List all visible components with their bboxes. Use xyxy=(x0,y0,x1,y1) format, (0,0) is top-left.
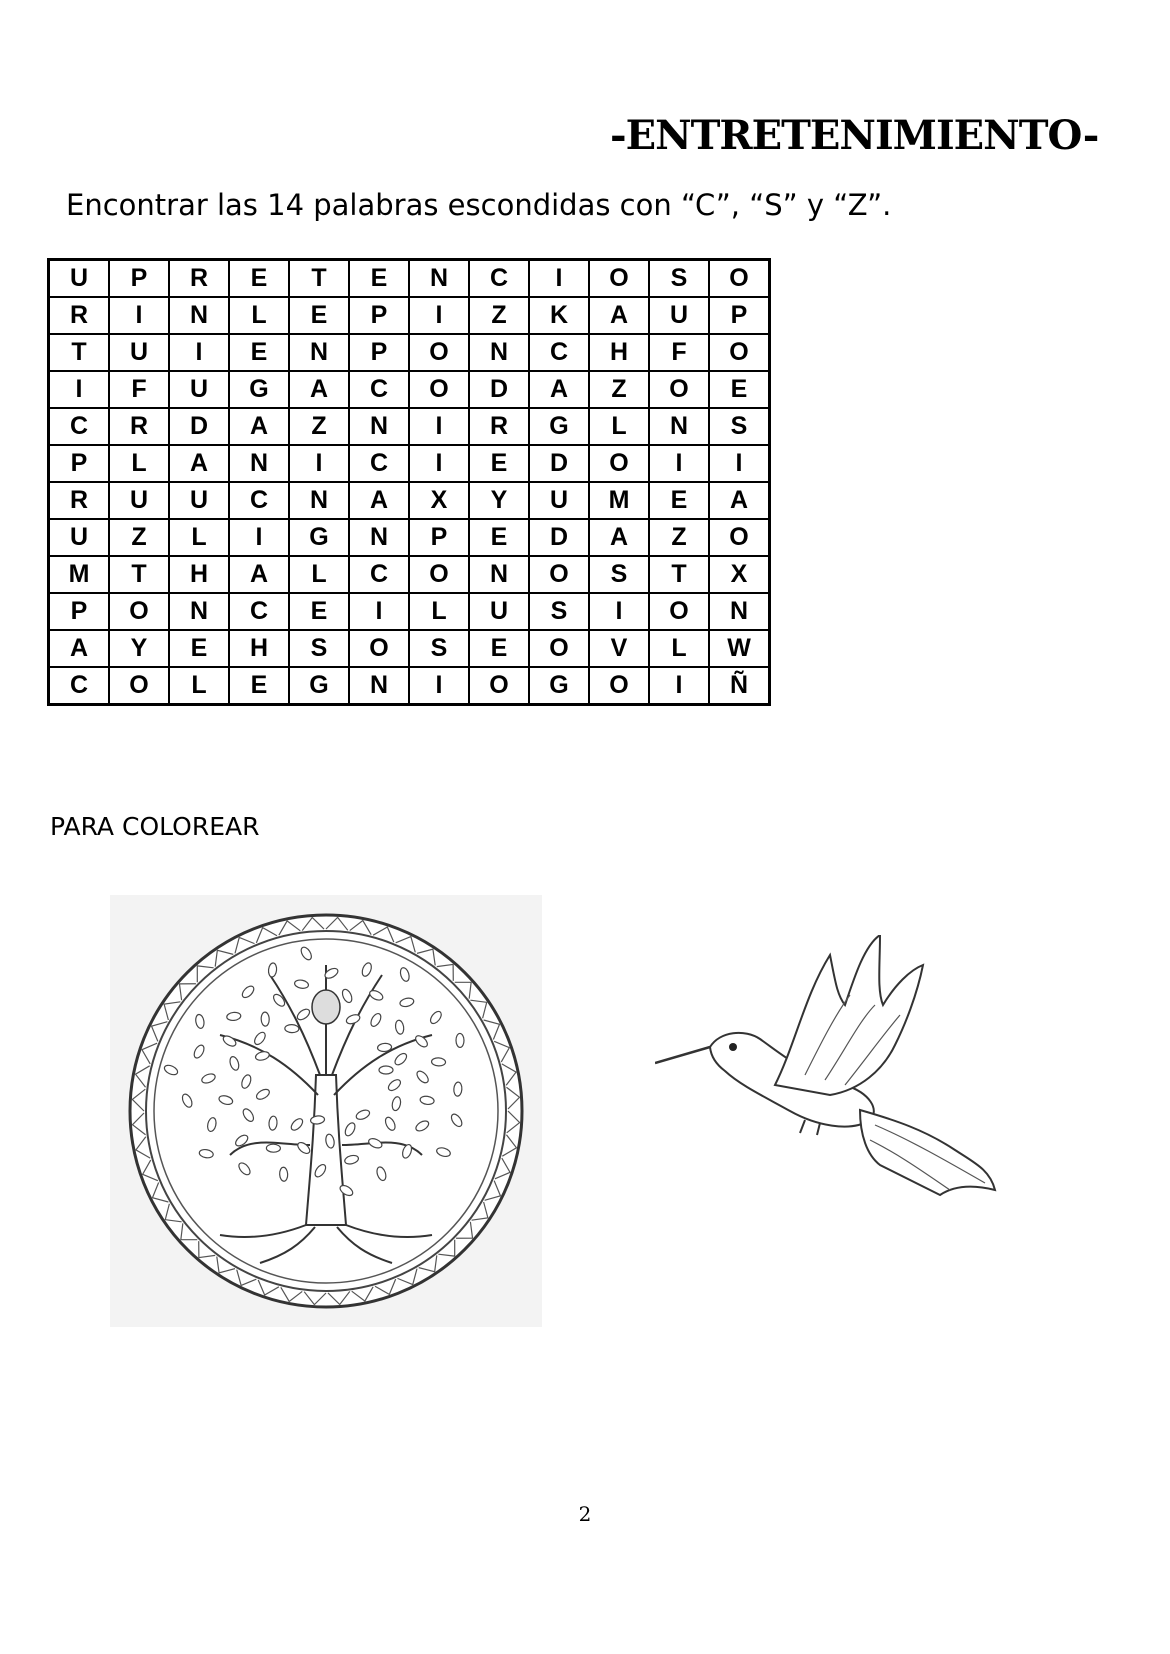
grid-cell: D xyxy=(529,519,589,556)
page-title: -ENTRETENIMIENTO- xyxy=(610,112,1099,159)
grid-cell: C xyxy=(529,334,589,371)
grid-cell: O xyxy=(589,445,649,482)
grid-cell: F xyxy=(109,371,169,408)
grid-cell: H xyxy=(229,630,289,667)
grid-cell: E xyxy=(469,519,529,556)
grid-cell: L xyxy=(169,519,229,556)
grid-cell: A xyxy=(709,482,770,519)
grid-cell: L xyxy=(409,593,469,630)
grid-cell: P xyxy=(409,519,469,556)
grid-cell: N xyxy=(709,593,770,630)
grid-cell: A xyxy=(349,482,409,519)
grid-cell: O xyxy=(589,260,649,298)
grid-cell: O xyxy=(529,556,589,593)
grid-cell: U xyxy=(469,593,529,630)
grid-cell: U xyxy=(169,482,229,519)
grid-cell: N xyxy=(349,667,409,705)
tree-of-life-mandala xyxy=(110,895,542,1327)
grid-cell: I xyxy=(289,445,349,482)
grid-cell: H xyxy=(169,556,229,593)
grid-cell: Z xyxy=(109,519,169,556)
grid-cell: Y xyxy=(109,630,169,667)
grid-cell: O xyxy=(109,667,169,705)
grid-cell: A xyxy=(229,556,289,593)
grid-cell: U xyxy=(649,297,709,334)
grid-row xyxy=(49,519,770,556)
grid-cell: G xyxy=(289,519,349,556)
grid-cell: Ñ xyxy=(709,667,770,705)
grid-cell: U xyxy=(49,519,110,556)
grid-cell: R xyxy=(109,408,169,445)
grid-cell: O xyxy=(529,630,589,667)
grid-row xyxy=(49,371,770,408)
grid-cell: I xyxy=(409,445,469,482)
grid-row xyxy=(49,260,770,298)
grid-cell: T xyxy=(289,260,349,298)
grid-cell: O xyxy=(589,667,649,705)
grid-cell: D xyxy=(469,371,529,408)
grid-cell: W xyxy=(709,630,770,667)
grid-row xyxy=(49,556,770,593)
grid-cell: O xyxy=(409,334,469,371)
grid-cell: I xyxy=(229,519,289,556)
hummingbird-drawing xyxy=(655,935,1020,1265)
grid-cell: L xyxy=(649,630,709,667)
grid-cell: O xyxy=(709,519,770,556)
grid-row xyxy=(49,667,770,705)
grid-cell: T xyxy=(109,556,169,593)
grid-cell: V xyxy=(589,630,649,667)
grid-row xyxy=(49,593,770,630)
grid-cell: S xyxy=(409,630,469,667)
page-number: 2 xyxy=(578,1502,592,1526)
coloring-heading: PARA COLOREAR xyxy=(50,812,260,841)
grid-cell: N xyxy=(289,482,349,519)
grid-cell: N xyxy=(469,334,529,371)
grid-cell: Y xyxy=(469,482,529,519)
grid-cell: E xyxy=(349,260,409,298)
grid-cell: A xyxy=(289,371,349,408)
grid-cell: T xyxy=(649,556,709,593)
grid-cell: I xyxy=(409,297,469,334)
grid-cell: C xyxy=(349,556,409,593)
grid-cell: X xyxy=(709,556,770,593)
grid-cell: E xyxy=(289,593,349,630)
grid-cell: O xyxy=(649,593,709,630)
grid-cell: I xyxy=(529,260,589,298)
grid-cell: O xyxy=(709,334,770,371)
grid-cell: E xyxy=(709,371,770,408)
grid-row xyxy=(49,482,770,519)
grid-cell: R xyxy=(469,408,529,445)
grid-cell: O xyxy=(409,556,469,593)
grid-cell: I xyxy=(169,334,229,371)
grid-cell: E xyxy=(229,334,289,371)
grid-row xyxy=(49,297,770,334)
grid-cell: I xyxy=(409,667,469,705)
grid-cell: I xyxy=(349,593,409,630)
grid-cell: I xyxy=(49,371,110,408)
grid-cell: C xyxy=(469,260,529,298)
grid-cell: G xyxy=(289,667,349,705)
grid-cell: N xyxy=(169,297,229,334)
instructions: Encontrar las 14 palabras escondidas con “C”, “S” y “Z”. xyxy=(66,188,892,222)
grid-cell: S xyxy=(709,408,770,445)
grid-cell: Z xyxy=(469,297,529,334)
grid-cell: P xyxy=(709,297,770,334)
grid-cell: U xyxy=(49,260,110,298)
grid-cell: N xyxy=(349,408,409,445)
grid-cell: C xyxy=(349,371,409,408)
grid-cell: I xyxy=(409,408,469,445)
grid-cell: A xyxy=(49,630,110,667)
grid-cell: D xyxy=(169,408,229,445)
grid-cell: N xyxy=(649,408,709,445)
grid-cell: G xyxy=(529,667,589,705)
grid-cell: R xyxy=(49,482,110,519)
grid-cell: P xyxy=(49,445,110,482)
grid-cell: E xyxy=(169,630,229,667)
grid-cell: O xyxy=(109,593,169,630)
grid-cell: S xyxy=(589,556,649,593)
grid-cell: N xyxy=(289,334,349,371)
grid-cell: E xyxy=(649,482,709,519)
grid-cell: U xyxy=(529,482,589,519)
grid-cell: A xyxy=(229,408,289,445)
grid-cell: O xyxy=(469,667,529,705)
grid-cell: F xyxy=(649,334,709,371)
grid-cell: A xyxy=(589,297,649,334)
grid-cell: I xyxy=(109,297,169,334)
grid-cell: L xyxy=(229,297,289,334)
grid-cell: M xyxy=(49,556,110,593)
grid-cell: P xyxy=(349,297,409,334)
grid-cell: O xyxy=(709,260,770,298)
grid-cell: U xyxy=(109,334,169,371)
grid-cell: K xyxy=(529,297,589,334)
grid-cell: N xyxy=(229,445,289,482)
grid-cell: L xyxy=(589,408,649,445)
grid-cell: U xyxy=(169,371,229,408)
grid-cell: E xyxy=(229,667,289,705)
grid-cell: E xyxy=(229,260,289,298)
grid-cell: O xyxy=(409,371,469,408)
grid-cell: T xyxy=(49,334,110,371)
grid-cell: H xyxy=(589,334,649,371)
grid-cell: E xyxy=(469,445,529,482)
grid-cell: D xyxy=(529,445,589,482)
grid-cell: A xyxy=(529,371,589,408)
grid-cell: U xyxy=(109,482,169,519)
grid-cell: L xyxy=(289,556,349,593)
grid-cell: L xyxy=(109,445,169,482)
grid-cell: S xyxy=(289,630,349,667)
grid-cell: E xyxy=(469,630,529,667)
grid-row xyxy=(49,408,770,445)
grid-cell: E xyxy=(289,297,349,334)
grid-cell: G xyxy=(229,371,289,408)
grid-cell: N xyxy=(409,260,469,298)
grid-cell: C xyxy=(49,408,110,445)
grid-cell: O xyxy=(349,630,409,667)
grid-cell: C xyxy=(349,445,409,482)
grid-cell: C xyxy=(229,593,289,630)
grid-cell: Z xyxy=(289,408,349,445)
grid-cell: I xyxy=(649,445,709,482)
grid-cell: L xyxy=(169,667,229,705)
grid-cell: I xyxy=(649,667,709,705)
grid-cell: I xyxy=(709,445,770,482)
grid-cell: A xyxy=(589,519,649,556)
grid-cell: A xyxy=(169,445,229,482)
grid-cell: S xyxy=(649,260,709,298)
grid-cell: G xyxy=(529,408,589,445)
grid-cell: Z xyxy=(589,371,649,408)
grid-cell: P xyxy=(49,593,110,630)
grid-cell: Z xyxy=(649,519,709,556)
grid-row xyxy=(49,445,770,482)
grid-cell: N xyxy=(169,593,229,630)
grid-cell: N xyxy=(349,519,409,556)
grid-row xyxy=(49,630,770,667)
grid-cell: R xyxy=(169,260,229,298)
grid-row xyxy=(49,334,770,371)
grid-cell: O xyxy=(649,371,709,408)
grid-cell: C xyxy=(49,667,110,705)
grid-cell: S xyxy=(529,593,589,630)
grid-cell: P xyxy=(349,334,409,371)
word-search-grid xyxy=(47,258,771,706)
grid-cell: X xyxy=(409,482,469,519)
grid-cell: P xyxy=(109,260,169,298)
grid-cell: C xyxy=(229,482,289,519)
grid-cell: N xyxy=(469,556,529,593)
grid-cell: M xyxy=(589,482,649,519)
grid-cell: R xyxy=(49,297,110,334)
grid-cell: I xyxy=(589,593,649,630)
